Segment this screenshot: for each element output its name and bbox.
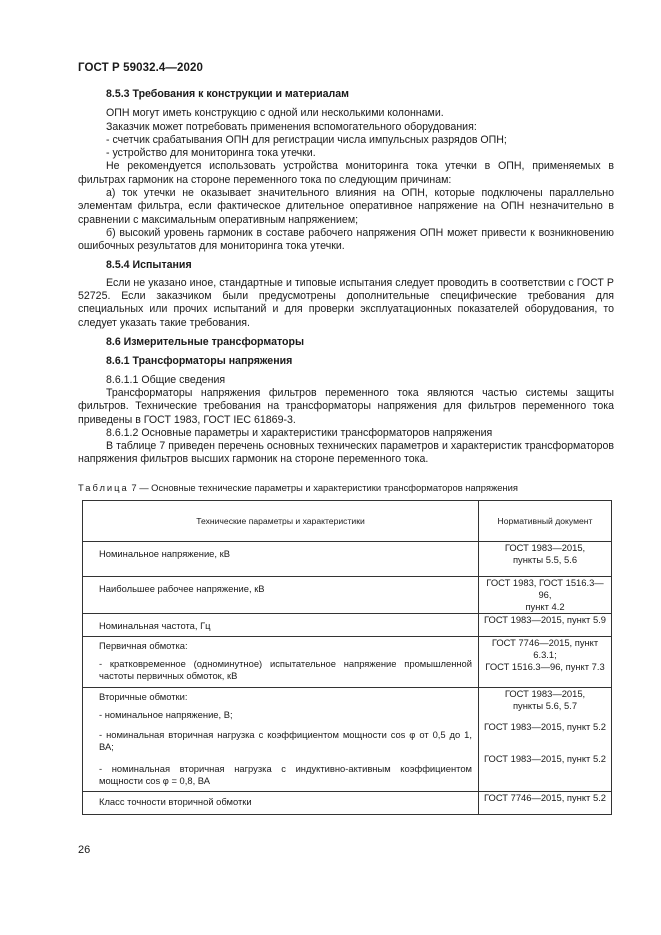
param-cell: Первичная обмотка: - кратковременное (одноминутное) испытательное напряжение промышленной частоты первичных обмоток, кВ [83,637,479,688]
group-label: Вторичные обмотки: [99,691,188,702]
param-cell: Номинальное напряжение, кВ [83,542,479,577]
paragraph: В таблице 7 приведен перечень основных технических параметров и характеристик трансформаторов напряжения фильтров высших гармоник на стороне переменного тока. [78,440,614,466]
doc-cell: ГОСТ 7746—2015, пункт 5.2 [479,792,612,815]
table-row [83,753,612,792]
param-cell: Вторичные обмотки: - номинальное напряжение, В; [83,688,479,722]
list-item: - устройство для мониторинга тока утечки. [106,147,316,160]
doc-cell: ГОСТ 1983, ГОСТ 1516.3—96, пункт 4.2 [479,577,612,614]
table-caption-prefix: Таблица [78,482,129,493]
table-row [83,637,612,688]
param-cell: Наибольшее рабочее напряжение, кВ [83,577,479,614]
paragraph: Если не указано иное, стандартные и типовые испытания следует проводить в соответствии с ГОСТ Р 52725. Если заказчиком были предусмотрены дополнительные специфические требования для специальных или прочих испытаний и для проверки эксплуатационных показателей оборудования, то следует указать такие требования. [78,276,614,329]
section-title-8-6: 8.6 Измерительные трансформаторы [106,336,305,349]
document-id: ГОСТ Р 59032.4—2020 [78,62,203,74]
param-cell: - номинальная вторичная нагрузка с коэффициентом мощности cos φ от 0,5 до 1, ВА; [83,721,479,753]
paragraph: Не рекомендуется использовать устройства мониторинга тока утечки в ОПН, применяемых в фильтрах гармоник на стороне переменного тока по следующим причинам: [78,160,614,186]
doc-cell: ГОСТ 1983—2015, пункт 5.9 [479,614,612,637]
list-item: - счетчик срабатывания ОПН для регистрации числа импульсных разрядов ОПН; [106,133,507,146]
doc-cell: ГОСТ 1983—2015, пункт 5.2 [479,753,612,792]
table-row [83,577,612,614]
page-body [78,88,614,467]
doc-cell: ГОСТ 1983—2015, пункт 5.2 [479,721,612,753]
parameters-table [82,500,612,815]
table-row [83,792,612,815]
paragraph: Трансформаторы напряжения фильтров переменного тока являются частью системы защиты фильтров. Технические требования на трансформаторы напряжения для фильтров переменного тока приведены в ГОСТ 1983, ГОСТ IEC 61869-3. [78,386,614,426]
table-row [83,614,612,637]
column-header-parameters: Технические параметры и характеристики [83,501,479,542]
table-caption [78,482,518,493]
subsection-title: 8.6.1.1 Общие сведения [106,373,226,386]
group-label: Первичная обмотка: [99,640,188,651]
table-row [83,688,612,722]
section-title-8-6-1: 8.6.1 Трансформаторы напряжения [106,355,293,368]
paragraph: ОПН могут иметь конструкцию с одной или несколькими колоннами. [106,107,444,120]
subsection-title: 8.6.1.2 Основные параметры и характеристики трансформаторов напряжения [106,426,493,439]
doc-cell: ГОСТ 1983—2015, пункты 5.5, 5.6 [479,542,612,577]
page-number: 26 [78,844,91,856]
section-title-8-5-4: 8.5.4 Испытания [106,258,192,271]
paragraph: а) ток утечки не оказывает значительного влияния на ОПН, которые подключены параллельно элементам фильтра, если фактическое длительное оперативное напряжение на ОПН незначительно в сравнении с максимальным оперативным напряжением; [78,187,614,226]
param-cell: - номинальная вторичная нагрузка с индуктивно-активным коэффициентом мощности cos φ = 0,8, ВА [83,753,479,792]
table-row [83,721,612,753]
doc-cell: ГОСТ 7746—2015, пункт 6.3.1; ГОСТ 1516.3—96, пункт 7.3 [479,637,612,688]
table-row [83,542,612,577]
doc-cell: ГОСТ 1983—2015, пункты 5.6, 5.7 [479,688,612,722]
paragraph: б) высокий уровень гармоник в составе рабочего напряжения ОПН может привести к возникновению ошибочных результатов для мониторинга тока утечки. [78,226,614,253]
param-cell: Номинальная частота, Гц [83,614,479,637]
column-header-document: Нормативный документ [479,501,612,542]
section-title-8-5-3: 8.5.3 Требования к конструкции и материалам [106,88,349,100]
param-cell: Класс точности вторичной обмотки [83,792,479,815]
table-header-row [83,501,612,542]
paragraph: Заказчик может потребовать применения вспомогательного оборудования: [106,120,477,133]
table-caption-text: 7 — Основные технические параметры и характеристики трансформаторов напряжения [128,482,518,493]
